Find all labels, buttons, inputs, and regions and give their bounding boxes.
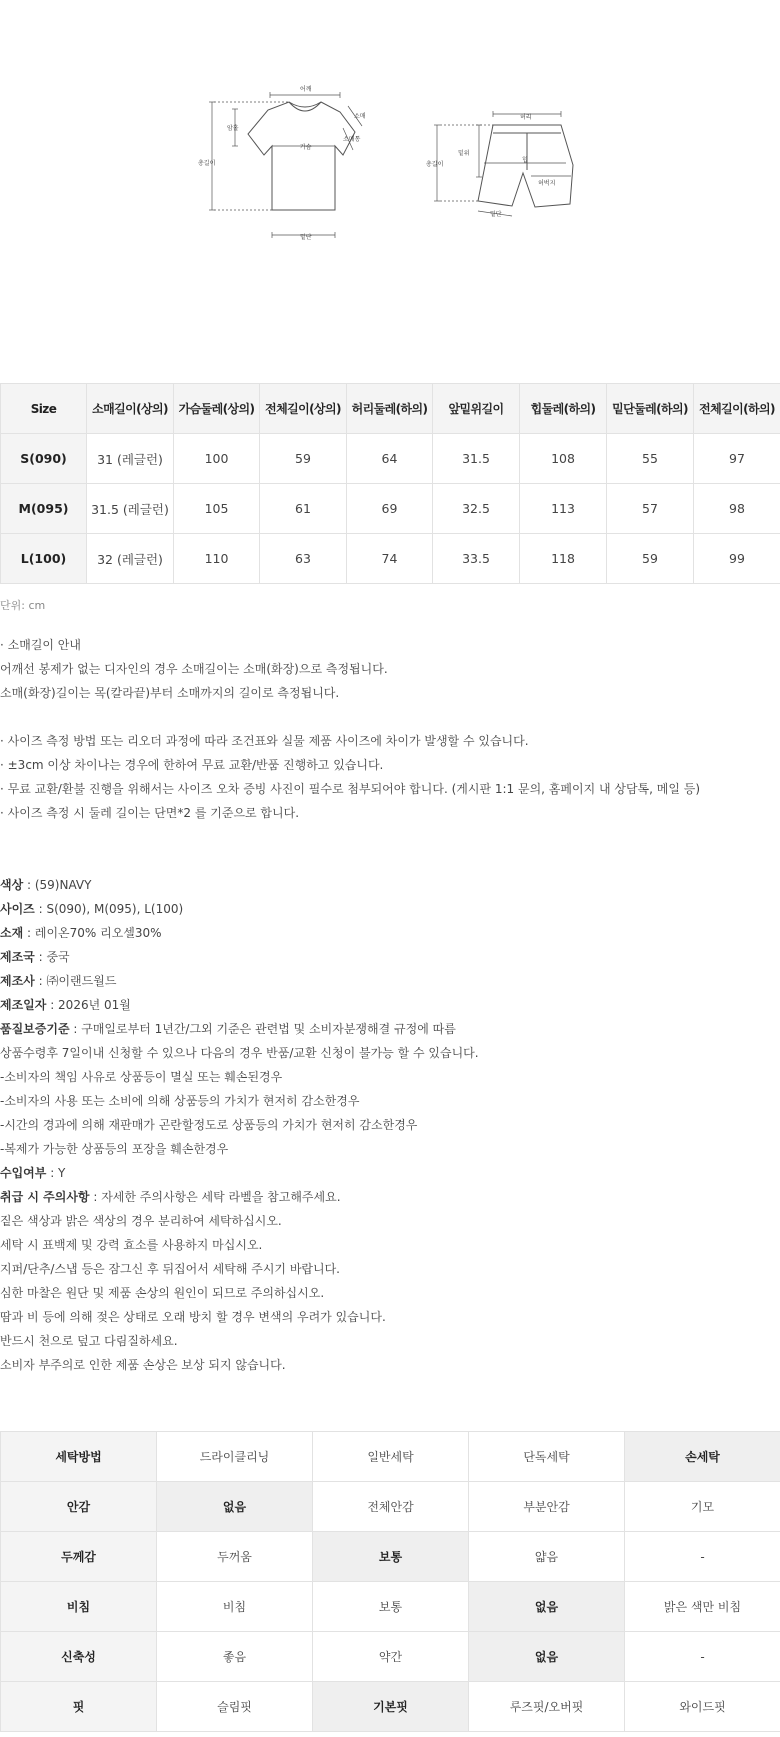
country-label: 제조국 [0, 950, 35, 964]
care-row [1, 1432, 780, 1482]
care-option: 단독세탁 [469, 1432, 625, 1482]
size-value: : S(090), M(095), L(100) [34, 902, 184, 916]
material-row [0, 924, 780, 948]
country-value: : 중국 [34, 950, 70, 964]
care-option: 밝은 색만 비침 [625, 1582, 780, 1632]
care-option: 드라이클리닝 [157, 1432, 313, 1482]
care-option: 좋음 [157, 1632, 313, 1682]
care-option-selected: 없음 [469, 1582, 625, 1632]
measure-note-line: · 사이즈 측정 시 둘레 길이는 단면*2 를 기준으로 합니다. [0, 806, 300, 820]
care-row [1, 1482, 780, 1532]
maker-row [0, 972, 780, 996]
header-sleeve-length: 소매길이(상의) [87, 384, 174, 434]
table-cell: 98 [694, 484, 780, 534]
table-cell: 61 [260, 484, 347, 534]
care-row-label: 핏 [1, 1682, 157, 1732]
date-value: : 2026년 01월 [46, 998, 131, 1012]
country-row [0, 948, 780, 972]
table-cell: 64 [347, 434, 433, 484]
care-line: 반드시 천으로 덮고 다림질하세요. [0, 1334, 178, 1348]
care-row-label: 신축성 [1, 1632, 157, 1682]
date-row [0, 996, 780, 1020]
warranty-row [0, 1020, 780, 1044]
care-option: 기모 [625, 1482, 780, 1532]
tshirt-length-label: 총길이 [198, 160, 216, 167]
care-option-selected: 손세탁 [625, 1432, 780, 1482]
import-row [0, 1164, 780, 1188]
warranty-line: -소비자의 사용 또는 소비에 의해 상품등의 가치가 현저히 감소한경우 [0, 1094, 360, 1108]
care-option: - [625, 1532, 780, 1582]
header-top-length: 전체길이(상의) [260, 384, 347, 434]
care-option: 일반세탁 [313, 1432, 469, 1482]
care-option: - [625, 1632, 780, 1682]
header-size: Size [1, 384, 87, 434]
date-label: 제조일자 [0, 998, 47, 1012]
table-cell: 59 [260, 434, 347, 484]
care-option: 비침 [157, 1582, 313, 1632]
maker-value: : ㈜이랜드월드 [34, 974, 117, 988]
table-cell: 100 [174, 434, 260, 484]
care-table [0, 1431, 780, 1732]
table-cell: 31.5 (레글런) [87, 484, 174, 534]
care-row [0, 1188, 780, 1212]
care-label: 취급 시 주의사항 [0, 1190, 90, 1204]
warranty-line: -복제가 가능한 상품등의 포장을 훼손한경우 [0, 1142, 229, 1156]
warranty-line: -시간의 경과에 의해 재판매가 곤란할정도로 상품등의 가치가 현저히 감소한경우 [0, 1118, 418, 1132]
shorts-length-label: 총길이 [426, 161, 444, 168]
care-row-label: 두께감 [1, 1532, 157, 1582]
material-label: 소재 [0, 926, 24, 940]
unit-label: 단위: cm [0, 599, 46, 612]
header-front-rise: 앞밑위길이 [433, 384, 520, 434]
armhole-label: 암홀 [227, 125, 239, 132]
table-cell: 33.5 [433, 534, 520, 584]
table-row [1, 484, 780, 534]
care-option: 와이드핏 [625, 1682, 780, 1732]
size-table-header [1, 384, 780, 434]
warranty-line: 상품수령후 7일이내 신청할 수 있으나 다음의 경우 반품/교환 신청이 불가능 할 수 있습니다. [0, 1046, 479, 1060]
shorts-diagram [478, 125, 573, 207]
table-cell: 32 (레글런) [87, 534, 174, 584]
import-label: 수입여부 [0, 1166, 47, 1180]
sleeve-note-line: 어깨선 봉제가 없는 디자인의 경우 소매길이는 소매(화장)으로 측정됩니다. [0, 662, 388, 676]
table-cell: 69 [347, 484, 433, 534]
measure-note-line: · ±3cm 이상 차이나는 경우에 한하여 무료 교환/반품 진행하고 있습니다. [0, 758, 384, 772]
care-line: 땀과 비 등에 의해 젖은 상태로 오래 방치 할 경우 변색의 우려가 있습니다. [0, 1310, 386, 1324]
import-value: : Y [46, 1166, 66, 1180]
table-cell: 105 [174, 484, 260, 534]
care-line: 심한 마찰은 원단 및 제품 손상의 원인이 되므로 주의하십시오. [0, 1286, 325, 1300]
chest-label: 가슴 [300, 144, 312, 151]
care-row-label: 비침 [1, 1582, 157, 1632]
care-option: 두꺼움 [157, 1532, 313, 1582]
care-row [1, 1532, 780, 1582]
care-option: 부분안감 [469, 1482, 625, 1532]
material-value: : 레이온70% 리오셀30% [23, 926, 162, 940]
care-line: 소비자 부주의로 인한 제품 손상은 보상 되지 않습니다. [0, 1358, 286, 1372]
care-line: 짙은 색상과 밝은 색상의 경우 분리하여 세탁하십시오. [0, 1214, 282, 1228]
header-hem: 밑단둘레(하의) [607, 384, 694, 434]
size-table [0, 383, 780, 584]
table-cell: 113 [520, 484, 607, 534]
table-row [1, 434, 780, 484]
tshirt-diagram [248, 102, 355, 210]
table-cell: 32.5 [433, 484, 520, 534]
care-option-selected: 보통 [313, 1532, 469, 1582]
warranty-value: : 구매일로부터 1년간/그외 기준은 관련법 및 소비자분쟁해결 규정에 따름 [69, 1022, 456, 1036]
table-cell: 97 [694, 434, 780, 484]
measure-note-line: · 무료 교환/환불 진행을 위해서는 사이즈 오차 증빙 사진이 필수로 첨부되어야 합니다. (게시판 1:1 문의, 홈페이지 내 상담톡, 메일 등) [0, 782, 701, 796]
shoulder-label: 어깨 [300, 86, 312, 93]
header-waist: 허리둘레(하의) [347, 384, 433, 434]
care-option: 슬림핏 [157, 1682, 313, 1732]
care-option: 전체안감 [313, 1482, 469, 1532]
tshirt-hem-label: 밑단 [300, 234, 312, 241]
size-notes [0, 636, 780, 828]
care-line: 지퍼/단추/스냅 등은 잠그신 후 뒤집어서 세탁해 주시기 바랍니다. [0, 1262, 340, 1276]
measurement-diagram [0, 0, 780, 300]
care-row-label: 안감 [1, 1482, 157, 1532]
care-option-selected: 없음 [469, 1632, 625, 1682]
header-bottom-length: 전체길이(하의) [694, 384, 780, 434]
table-cell: 110 [174, 534, 260, 584]
maker-label: 제조사 [0, 974, 35, 988]
table-cell: 108 [520, 434, 607, 484]
table-cell: 99 [694, 534, 780, 584]
sleeve-width-label: 소매통 [343, 136, 361, 143]
warranty-label: 품질보증기준 [0, 1022, 70, 1036]
sleeve-label: 소매 [354, 113, 366, 120]
care-option: 약간 [313, 1632, 469, 1682]
size-cell: M(095) [1, 484, 87, 534]
header-hip: 힙둘레(하의) [520, 384, 607, 434]
care-option: 얇음 [469, 1532, 625, 1582]
hip-label: 힙 [522, 157, 528, 164]
color-label: 색상 [0, 878, 24, 892]
table-row [1, 534, 780, 584]
size-label: 사이즈 [0, 902, 35, 916]
product-info [0, 876, 780, 1380]
table-cell: 55 [607, 434, 694, 484]
care-option-selected: 기본핏 [313, 1682, 469, 1732]
care-value: : 자세한 주의사항은 세탁 라벨을 참고해주세요. [89, 1190, 341, 1204]
table-cell: 59 [607, 534, 694, 584]
sleeve-note-title: · 소매길이 안내 [0, 638, 81, 652]
shorts-hem-label: 밑단 [490, 211, 502, 218]
waist-label: 허리 [520, 114, 532, 121]
color-value: : (59)NAVY [23, 878, 92, 892]
care-option: 루즈핏/오버핏 [469, 1682, 625, 1732]
rise-label: 밑위 [458, 150, 470, 157]
care-option: 보통 [313, 1582, 469, 1632]
care-option-selected: 없음 [157, 1482, 313, 1532]
care-row [1, 1682, 780, 1732]
table-cell: 63 [260, 534, 347, 584]
size-row [0, 900, 780, 924]
table-cell: 31 (레글런) [87, 434, 174, 484]
thigh-label: 허벅지 [538, 180, 556, 187]
header-chest: 가슴둘레(상의) [174, 384, 260, 434]
sleeve-note-line: 소매(화장)길이는 목(칼라끝)부터 소매까지의 길이로 측정됩니다. [0, 686, 340, 700]
table-cell: 74 [347, 534, 433, 584]
care-row-label: 세탁방법 [1, 1432, 157, 1482]
size-cell: L(100) [1, 534, 87, 584]
size-cell: S(090) [1, 434, 87, 484]
warranty-line: -소비자의 책임 사유로 상품등이 멸실 또는 훼손된경우 [0, 1070, 283, 1084]
table-cell: 31.5 [433, 434, 520, 484]
table-cell: 57 [607, 484, 694, 534]
care-row [1, 1632, 780, 1682]
care-line: 세탁 시 표백제 및 강력 효소를 사용하지 마십시오. [0, 1238, 263, 1252]
color-row [0, 876, 780, 900]
measure-note-line: · 사이즈 측정 방법 또는 리오더 과정에 따라 조건표와 실물 제품 사이즈에 차이가 발생할 수 있습니다. [0, 734, 529, 748]
care-row [1, 1582, 780, 1632]
table-cell: 118 [520, 534, 607, 584]
